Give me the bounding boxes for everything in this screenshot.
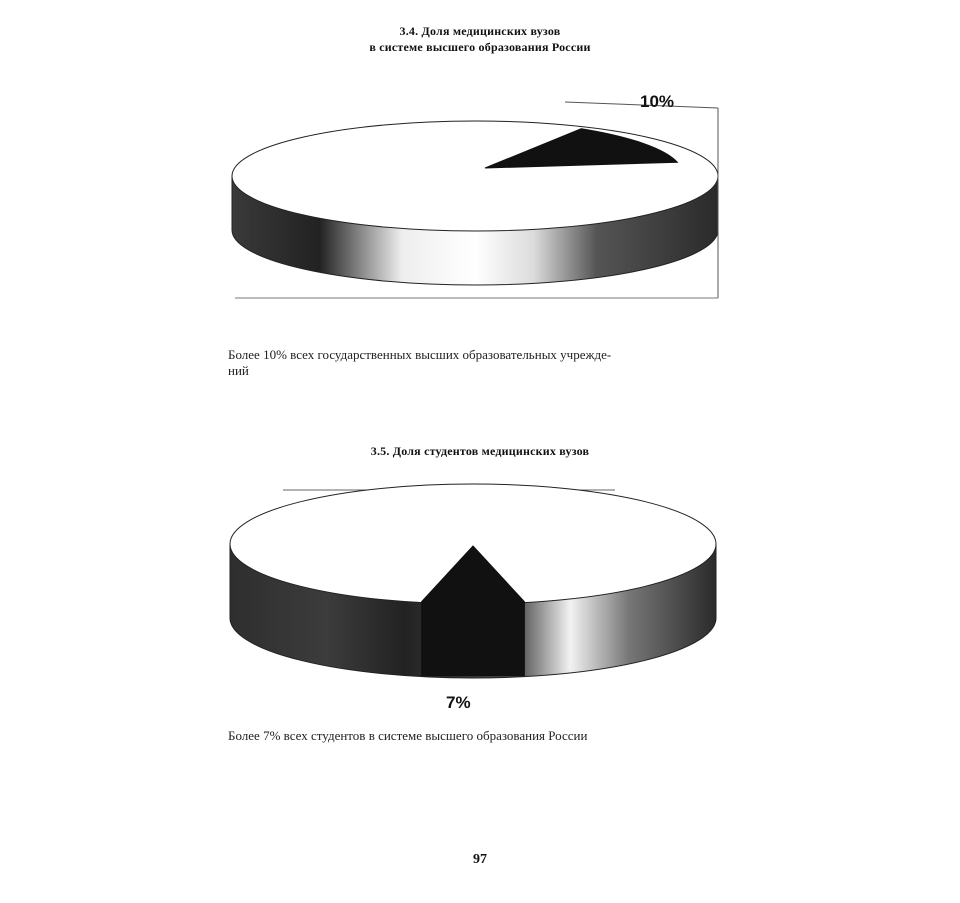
chart1-pie [0, 80, 960, 320]
chart1-slice-label: 10% [640, 92, 675, 111]
chart1-title-line2: в системе высшего образования России [369, 40, 591, 54]
chart2-title: 3.5. Доля студентов медицинских вузов [370, 444, 590, 458]
chart2-pie [0, 476, 960, 726]
chart1-caption-line1: Более 10% всех государственных высших образовательных учрежде- [228, 347, 612, 362]
chart2-caption: Более 7% всех студентов в системе высшего образования России [228, 728, 588, 743]
chart1-pie-top [232, 121, 718, 231]
chart1-title-line1: 3.4. Доля медицинских вузов [399, 24, 561, 38]
chart1-caption [228, 347, 758, 379]
chart1-caption-line2: ний [228, 363, 249, 378]
page-number: 97 [473, 852, 487, 867]
chart2-slice-label: 7% [446, 693, 471, 712]
